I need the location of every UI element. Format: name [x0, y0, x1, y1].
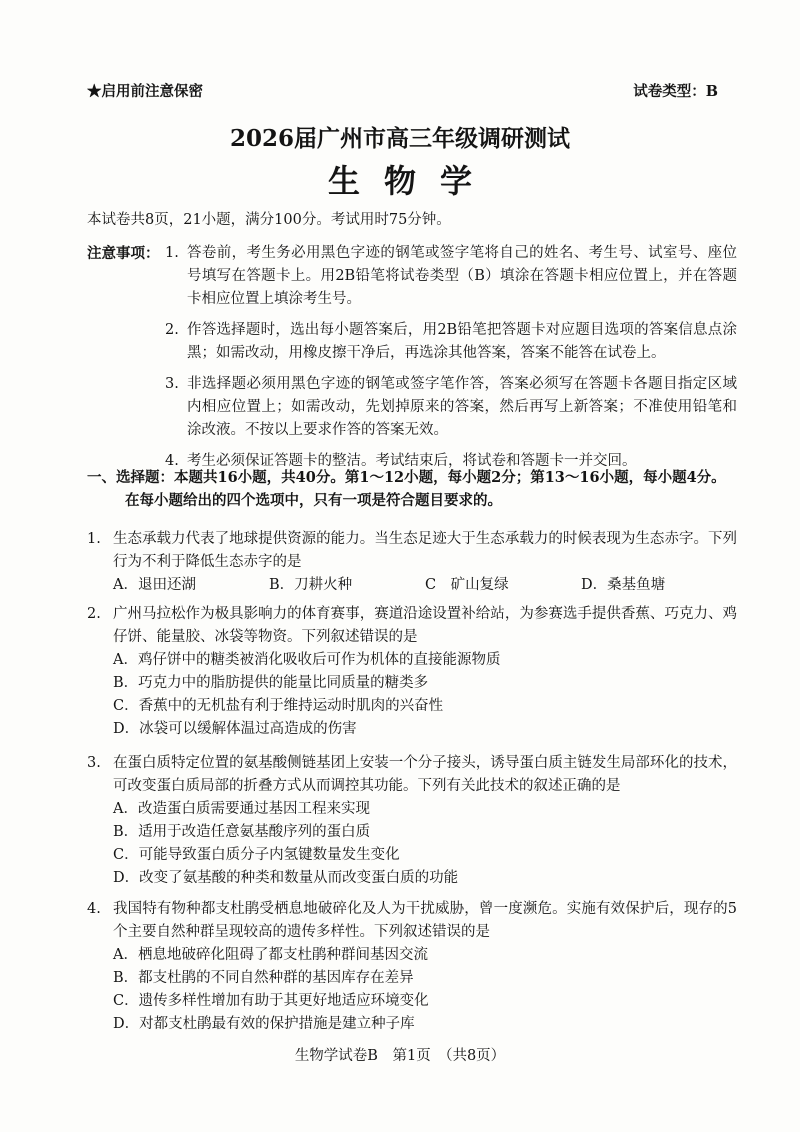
- section-heading: [87, 466, 737, 512]
- notes-section: [87, 242, 737, 473]
- question-number: 4.: [87, 901, 101, 917]
- note-num: 2.: [165, 322, 179, 338]
- section-line-2: 在每小题给出的四个选项中，只有一项是符合题目要求的。: [125, 492, 502, 509]
- option-c: C．可能导致蛋白质分子内氢键数量发生变化: [113, 847, 400, 863]
- question-1: [87, 528, 737, 597]
- exam-intro: 本试卷共8页，21小题，满分100分。考试用时75分钟。: [87, 212, 451, 228]
- notes-label: 注意事项：: [87, 245, 160, 262]
- question-stem: 在蛋白质特定位置的氨基酸侧链基团上安装一个分子接头，诱导蛋白质主链发生局部环化的技术，可改变蛋白质局部的折叠方式从而调控其功能。下列有关此技术的叙述正确的是: [113, 755, 737, 794]
- option-a: A．栖息地破碎化阻碍了都支杜鹃种群间基因交流: [113, 947, 428, 963]
- option-d: D．对都支杜鹃最有效的保护措施是建立种子库: [113, 1016, 415, 1032]
- option-b: B．刀耕火种: [269, 577, 353, 593]
- option-d: D．桑基鱼塘: [581, 577, 666, 593]
- options-row: [87, 574, 737, 597]
- option-d: D．改变了氨基酸的种类和数量从而改变蛋白质的功能: [113, 870, 459, 886]
- option-b: B．适用于改造任意氨基酸序列的蛋白质: [113, 824, 371, 840]
- question-3: [87, 752, 737, 890]
- note-num: 4.: [165, 453, 179, 469]
- option-d: D．冰袋可以缓解体温过高造成的伤害: [113, 721, 357, 737]
- paper-type: 试卷类型：B: [633, 83, 718, 100]
- question-2: [87, 603, 737, 741]
- subject-title: 生物学: [327, 162, 496, 200]
- section-line-1: 一、选择题：本题共16小题，共40分。第1～12小题，每小题2分；第13～16小题，每小题4分。: [87, 469, 726, 486]
- note-num: 1.: [165, 245, 179, 261]
- note-num: 3.: [165, 376, 179, 392]
- question-number: 2.: [87, 606, 101, 622]
- question-stem: 生态承载力代表了地球提供资源的能力。当生态足迹大于生态承载力的时候表现为生态赤字。下列行为不利于降低生态赤字的是: [113, 531, 737, 570]
- exam-title: 2026届广州市高三年级调研测试: [229, 125, 570, 152]
- confidential-mark: ★启用前注意保密: [87, 83, 203, 100]
- question-stem: 我国特有物种都支杜鹃受栖息地破碎化及人为干扰威胁，曾一度濒危。实施有效保护后，现存的5个主要自然种群呈现较高的遗传多样性。下列叙述错误的是: [113, 901, 737, 940]
- option-a: A．鸡仔饼中的糖类被消化吸收后可作为机体的直接能源物质: [113, 652, 501, 668]
- option-a: A．改造蛋白质需要通过基因工程来实现: [113, 801, 370, 817]
- note-text: 非选择题必须用黑色字迹的钢笔或签字笔作答，答案必须写在答题卡各题目指定区域内相应位置上；如需改动，先划掉原来的答案，然后再写上新答案；不准使用铅笔和涂改液。不按以上要求作答的答案无效。: [187, 376, 737, 438]
- page-footer: 生物学试卷B 第1页 （共8页）: [294, 1048, 506, 1064]
- note-text: 作答选择题时，选出每小题答案后，用2B铅笔把答题卡对应题目选项的答案信息点涂黑；如需改动，用橡皮擦干净后，再选涂其他答案，答案不能答在试卷上。: [187, 322, 737, 361]
- question-stem: 广州马拉松作为极具影响力的体育赛事，赛道沿途设置补给站，为参赛选手提供香蕉、巧克力、鸡仔饼、能量胶、冰袋等物资。下列叙述错误的是: [113, 606, 737, 645]
- option-c: C．香蕉中的无机盐有利于维持运动时肌肉的兴奋性: [113, 698, 444, 714]
- option-c: C．遗传多样性增加有助于其更好地适应环境变化: [113, 993, 429, 1009]
- question-number: 1.: [87, 531, 101, 547]
- option-a: A．退田还湖: [113, 577, 196, 593]
- option-b: B．都支杜鹃的不同自然种群的基因库存在差异: [113, 970, 414, 986]
- option-c: C 矿山复绿: [425, 577, 509, 593]
- note-text: 答卷前，考生务必用黑色字迹的钢笔或签字笔将自己的姓名、考生号、试室号、座位号填写在答题卡上。用2B铅笔将试卷类型（B）填涂在答题卡相应位置上，并在答题卡相应位置上填涂考生号。: [187, 245, 737, 307]
- option-b: B．巧克力中的脂肪提供的能量比同质量的糖类多: [113, 675, 429, 691]
- note-item-1: [87, 242, 737, 311]
- note-item-2: [165, 319, 737, 365]
- question-number: 3.: [87, 755, 101, 771]
- question-4: [87, 898, 737, 1036]
- note-item-3: [165, 373, 737, 442]
- note-text: 考生必须保证答题卡的整洁。考试结束后，将试卷和答题卡一并交回。: [187, 453, 637, 469]
